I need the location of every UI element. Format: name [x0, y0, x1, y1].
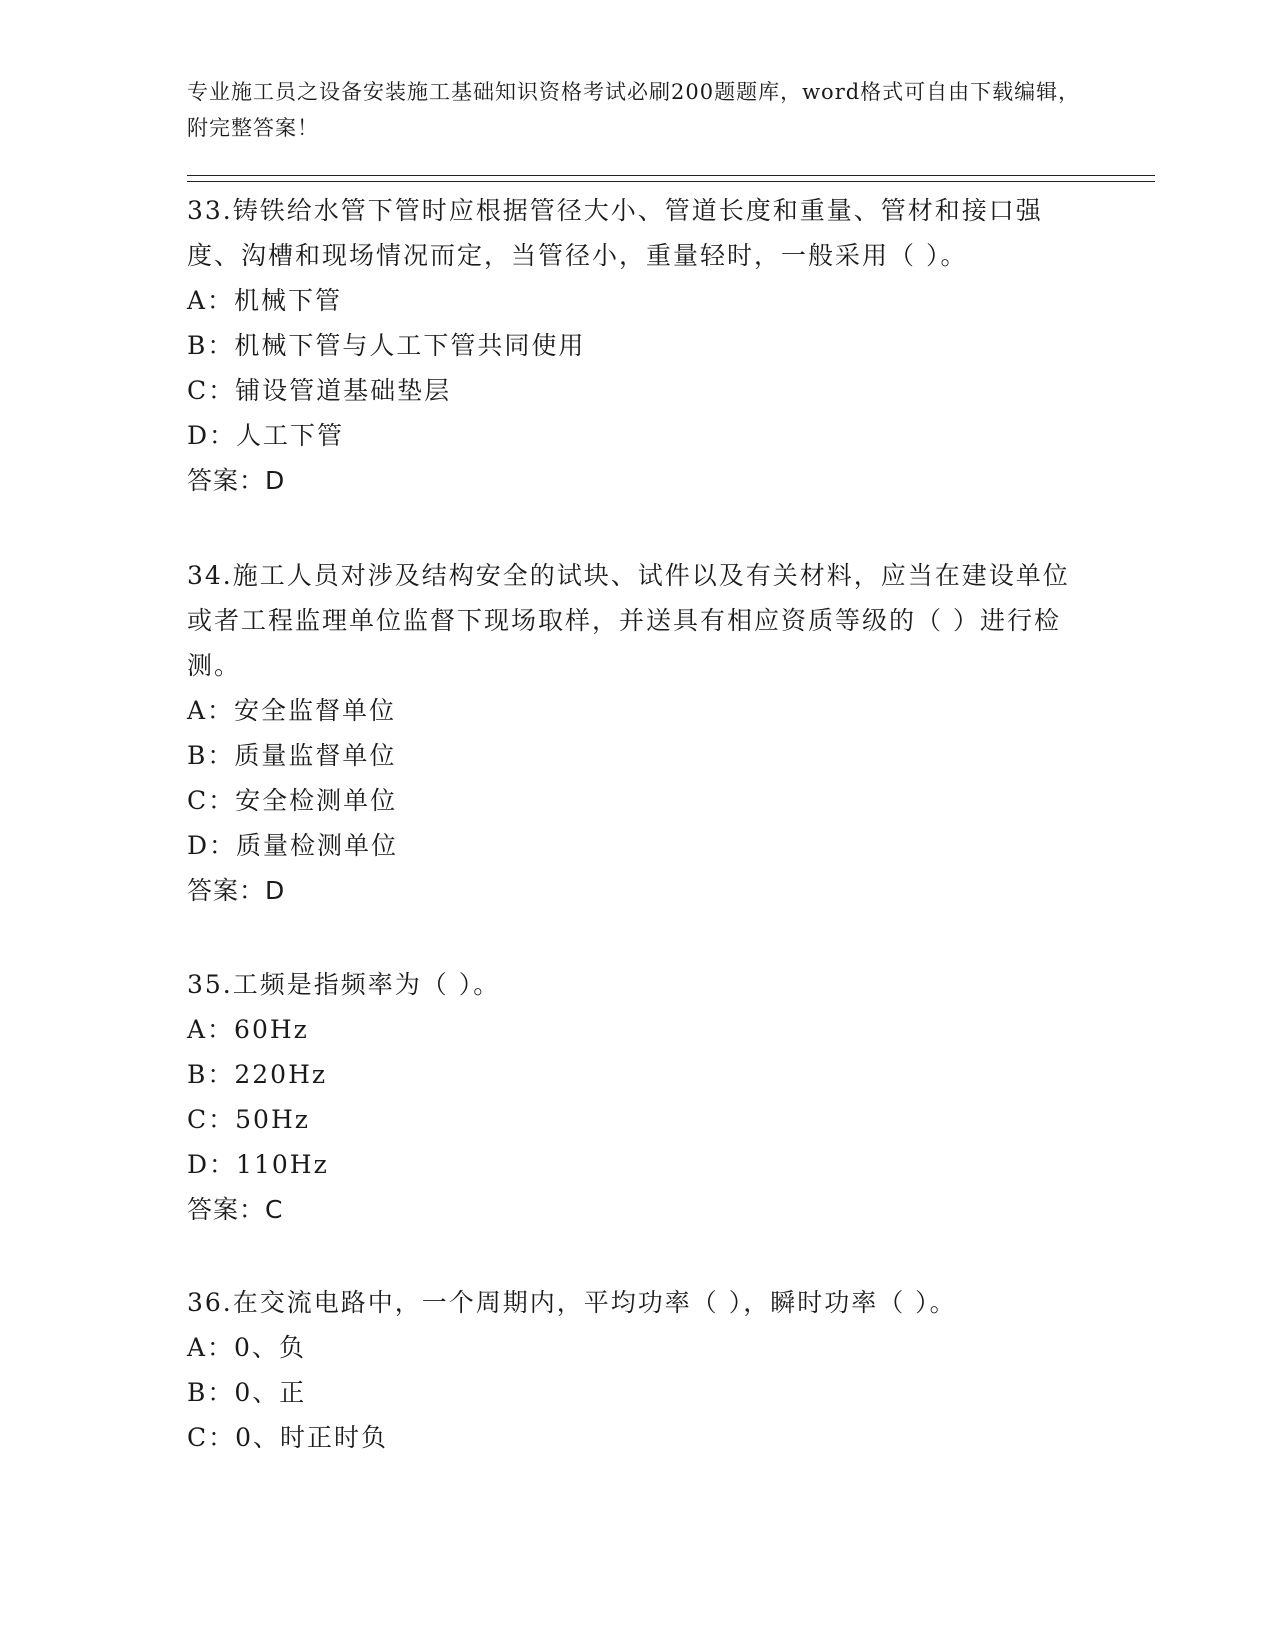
option-c: C：安全检测单位 [187, 786, 398, 815]
answer: 答案：D [187, 466, 286, 495]
question-33 [187, 188, 1087, 503]
option-a: A：机械下管 [187, 286, 343, 315]
option-b: B：0、正 [187, 1378, 307, 1407]
option-b: B：220Hz [187, 1060, 328, 1089]
header-divider-bottom [187, 181, 1155, 182]
question-36 [187, 1280, 1087, 1460]
question-stem: 35.工频是指频率为（ ）。 [187, 970, 501, 999]
question-34 [187, 553, 1087, 913]
question-35 [187, 962, 1087, 1232]
option-c: C：50Hz [187, 1105, 310, 1134]
option-a: A：60Hz [187, 1015, 309, 1044]
option-a: A：0、负 [187, 1333, 306, 1362]
option-d: D：人工下管 [187, 421, 345, 450]
question-stem: 33.铸铁给水管下管时应根据管径大小、管道长度和重量、管材和接口强度、沟槽和现场情况而定，当管径小，重量轻时，一般采用（ ）。 [187, 196, 1043, 270]
document-header: 专业施工员之设备安装施工基础知识资格考试必刷200题题库，word格式可自由下载编辑，附完整答案！ [187, 80, 1081, 140]
option-b: B：质量监督单位 [187, 741, 397, 770]
answer: 答案：C [187, 1195, 284, 1224]
question-stem: 36.在交流电路中，一个周期内，平均功率（ ），瞬时功率（ ）。 [187, 1288, 957, 1317]
option-d: D：110Hz [187, 1150, 329, 1179]
option-c: C：0、时正时负 [187, 1423, 389, 1452]
answer: 答案：D [187, 876, 286, 905]
option-b: B：机械下管与人工下管共同使用 [187, 331, 586, 360]
option-a: A：安全监督单位 [187, 696, 397, 725]
question-stem: 34.施工人员对涉及结构安全的试块、试件以及有关材料，应当在建设单位或者工程监理单位监督下现场取样，并送具有相应资质等级的（ ）进行检测。 [187, 561, 1070, 680]
header-divider-top [187, 175, 1155, 176]
option-c: C：铺设管道基础垫层 [187, 376, 452, 405]
option-d: D：质量检测单位 [187, 831, 399, 860]
